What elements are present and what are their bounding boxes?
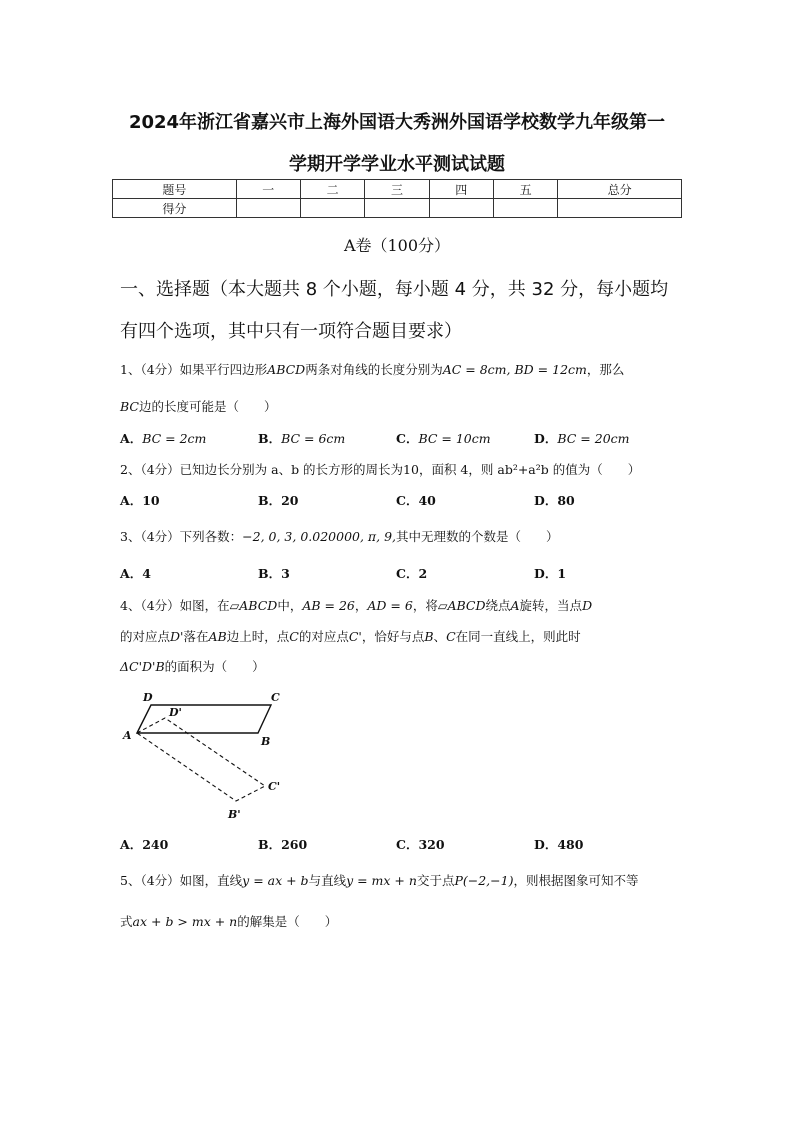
q4-geometry-figure — [118, 688, 308, 824]
q4-option-d[interactable]: D．480 — [534, 837, 584, 852]
q2-option-c[interactable]: C．40 — [396, 493, 436, 508]
score-cell — [300, 199, 364, 218]
question-5-line-2: 式ax + b > mx + n的解集是（ ） — [120, 914, 338, 929]
q3-option-d[interactable]: D．1 — [534, 566, 567, 581]
q1-bc: BC — [120, 399, 139, 414]
q4-option-c[interactable]: C．320 — [396, 837, 445, 852]
q4-option-b[interactable]: B．260 — [258, 837, 308, 852]
parallelogram-abcd — [137, 705, 271, 733]
q1-option-c[interactable]: C．BC = 10cm — [396, 431, 491, 446]
q1-option-d[interactable]: D．BC = 20cm — [534, 431, 630, 446]
score-table-header-row — [113, 180, 682, 199]
label-c-prime: C' — [268, 780, 281, 793]
score-table — [112, 179, 682, 218]
score-header-cell: 四 — [429, 180, 493, 199]
q1-option-b[interactable]: B．BC = 6cm — [258, 431, 346, 446]
q1-abcd: ABCD — [267, 362, 306, 377]
q3-numbers: −2, 0, 3, 0.020000, π, 9, — [242, 529, 397, 544]
q1-condition: AC = 8cm, BD = 12cm — [442, 362, 587, 377]
q2-option-b[interactable]: B．20 — [258, 493, 299, 508]
score-table-score-row — [113, 199, 682, 218]
question-2: 2、（4分）已知边长分别为 a、b 的长方形的周长为10，面积 4，则 ab²+a²b 的值为（ ） — [120, 462, 641, 477]
q3-option-c[interactable]: C．2 — [396, 566, 428, 581]
q1-option-a[interactable]: A．BC = 2cm — [120, 431, 207, 446]
question-4-line-3: ΔC'D'B的面积为（ ） — [120, 659, 265, 674]
score-header-cell: 一 — [236, 180, 300, 199]
question-3: 3、（4分）下列各数：−2, 0, 3, 0.020000, π, 9,其中无理数的个数是（ ） — [120, 529, 559, 544]
q1-mid: 两条对角线的长度分别为 — [305, 362, 443, 377]
part1-heading-line-1: 一、选择题（本大题共 8 个小题，每小题 4 分，共 32 分，每小题均 — [120, 279, 669, 300]
label-b-prime: B' — [228, 808, 241, 821]
title-line-2: 学期开学学业水平测试试题 — [289, 154, 505, 175]
score-cell — [558, 199, 682, 218]
q4-option-a[interactable]: A．240 — [120, 837, 169, 852]
question-5-line-1: 5、（4分）如图，直线y = ax + b与直线y = mx + n交于点P(−2,−1)，则根据图象可知不等 — [120, 873, 639, 888]
score-header-cell: 三 — [365, 180, 429, 199]
question-4-line-1: 4、（4分）如图，在▱ABCD中，AB = 26，AD = 6，将▱ABCD绕点A旋转，当点D — [120, 598, 593, 613]
question-4-line-2: 的对应点D'落在AB边上时，点C的对应点C'，恰好与点B、C在同一直线上，则此时 — [120, 629, 581, 644]
rotated-parallelogram — [137, 718, 265, 801]
question-1-line-1 — [120, 360, 624, 378]
score-cell — [365, 199, 429, 218]
score-cell — [236, 199, 300, 218]
label-d-prime: D' — [169, 706, 182, 719]
label-b: B — [261, 735, 271, 748]
score-header-cell: 总分 — [558, 180, 682, 199]
score-header-cell: 五 — [493, 180, 557, 199]
q3-option-a[interactable]: A．4 — [120, 566, 151, 581]
q1-suffix: ，那么 — [586, 362, 625, 377]
part1-heading-line-2: 有四个选项，其中只有一项符合题目要求） — [120, 321, 462, 342]
q1-line2-text: 边的长度可能是（ ） — [138, 399, 277, 414]
q2-option-a[interactable]: A．10 — [120, 493, 160, 508]
score-row-label: 得分 — [113, 199, 237, 218]
label-a: A — [123, 729, 132, 742]
score-header-cell: 题号 — [113, 180, 237, 199]
q1-prefix: 1、（4分）如果平行四边形 — [120, 362, 268, 377]
label-c: C — [271, 691, 280, 704]
question-1-line-2 — [120, 397, 277, 415]
q2-option-d[interactable]: D．80 — [534, 493, 575, 508]
section-a-heading: A卷（100分） — [343, 236, 451, 255]
score-header-cell: 二 — [300, 180, 364, 199]
score-cell — [493, 199, 557, 218]
score-cell — [429, 199, 493, 218]
title-line-1: 2024年浙江省嘉兴市上海外国语大秀洲外国语学校数学九年级第一 — [128, 112, 666, 133]
q3-option-b[interactable]: B．3 — [258, 566, 290, 581]
label-d: D — [143, 691, 153, 704]
